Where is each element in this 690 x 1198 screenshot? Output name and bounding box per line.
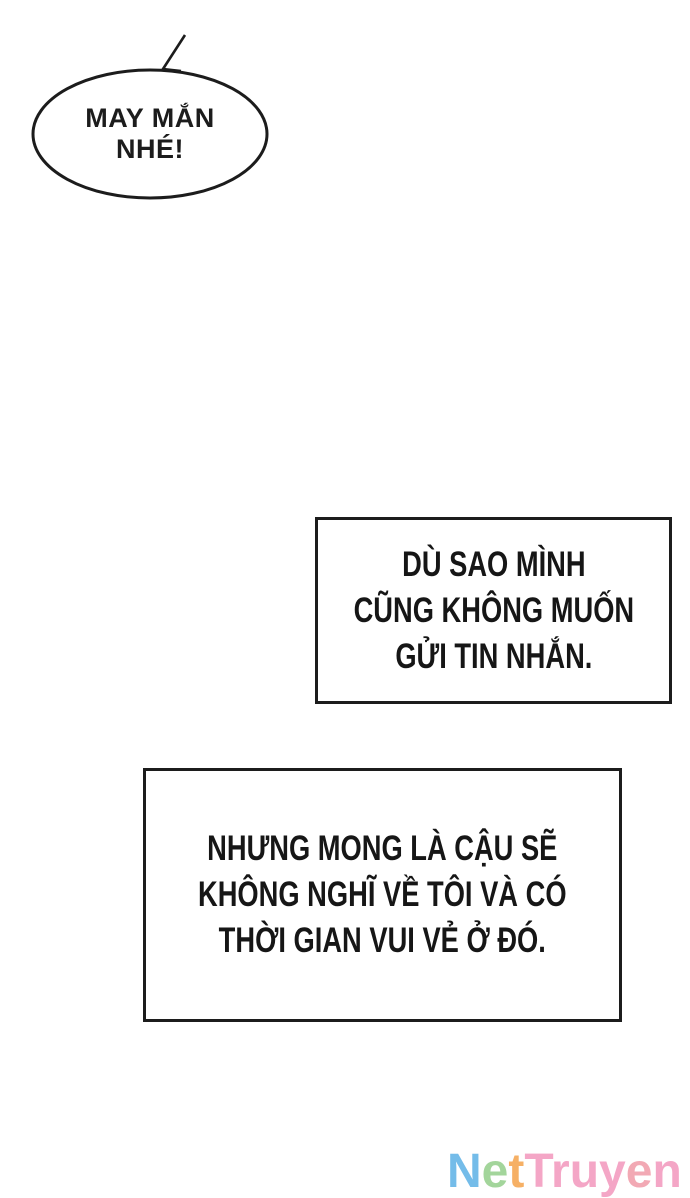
watermark-letter: r	[551, 1145, 570, 1198]
watermark-letter: n	[652, 1145, 682, 1198]
speech-bubble-line: NHÉ!	[116, 134, 184, 164]
caption-line: NHƯNG MONG LÀ CẬU SẼ	[207, 829, 558, 868]
caption-box-2-text	[198, 826, 567, 964]
caption-box-1-text	[353, 542, 634, 680]
caption-line: DÙ SAO MÌNH	[401, 544, 586, 584]
caption-box-2	[143, 768, 622, 1022]
watermark-letter: t	[508, 1145, 525, 1198]
caption-line: THỜI GIAN VUI VẺ Ở ĐÓ.	[218, 921, 547, 960]
watermark-letter: N	[447, 1145, 482, 1198]
watermark-letter: y	[599, 1145, 626, 1198]
watermark-letter: e	[625, 1145, 653, 1198]
caption-line: GỬI TIN NHẮN.	[394, 636, 593, 676]
caption-box-1	[315, 517, 672, 704]
watermark-letter: u	[569, 1145, 600, 1198]
site-watermark	[447, 1145, 682, 1198]
speech-bubble-text	[33, 72, 267, 196]
speech-bubble-line: MAY MẮN	[85, 103, 215, 133]
speech-bubble-tail	[163, 35, 185, 71]
watermark-letter: T	[524, 1145, 552, 1198]
caption-line: CŨNG KHÔNG MUỐN	[353, 590, 634, 630]
watermark-letter: e	[481, 1145, 509, 1198]
caption-line: KHÔNG NGHĨ VỀ TÔI VÀ CÓ	[198, 875, 567, 914]
